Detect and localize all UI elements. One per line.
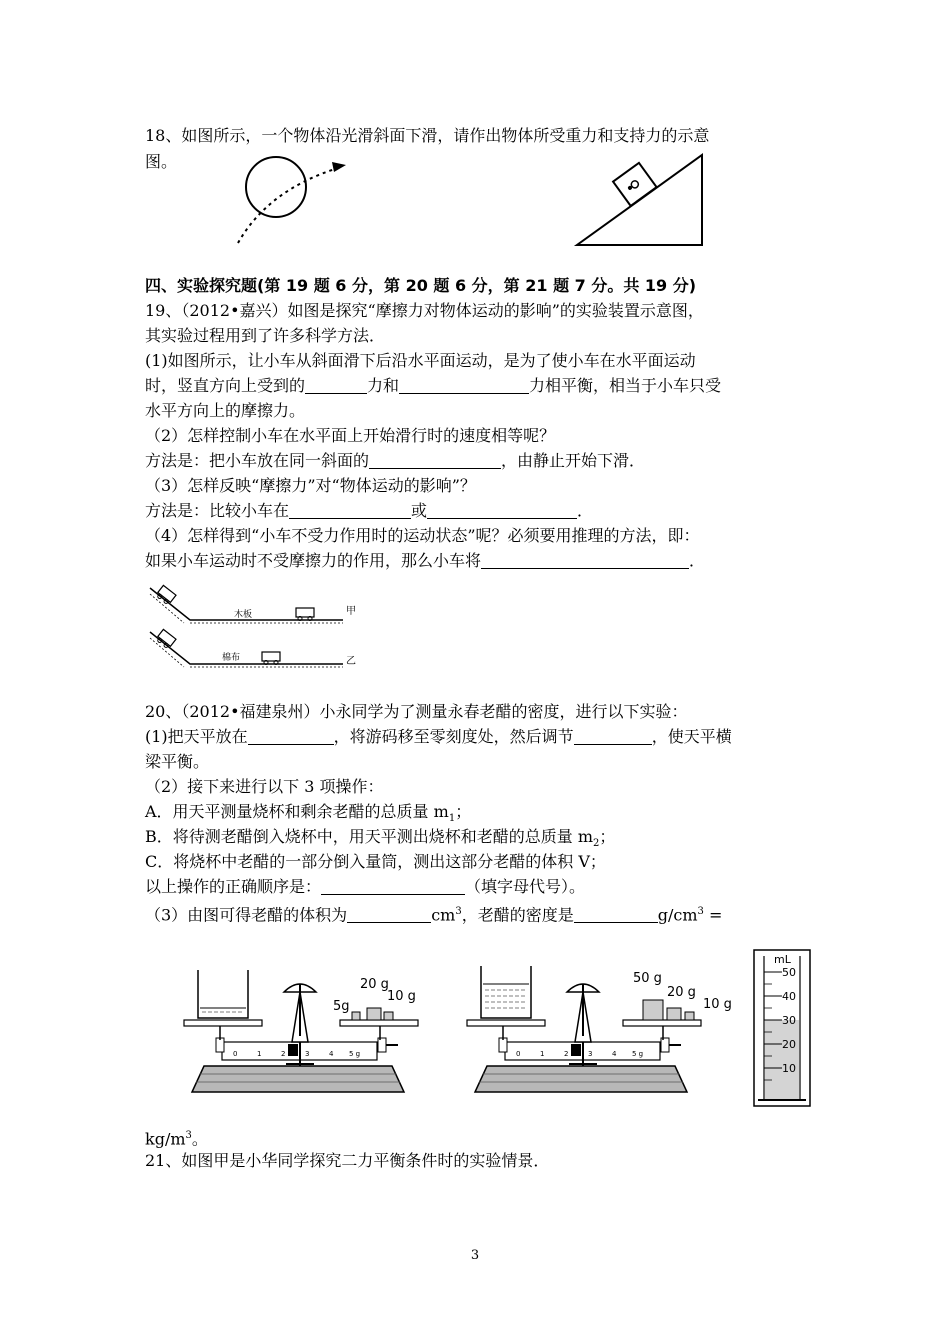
text: ； <box>455 802 472 821</box>
scale-tick-5: 5 g <box>349 1050 361 1058</box>
text: (1)把天平放在 <box>145 727 248 746</box>
answer-blank[interactable] <box>321 876 465 895</box>
incline-figure <box>572 150 712 250</box>
superscript: 3 <box>185 1130 192 1141</box>
scale-tick-1: 1 <box>257 1050 262 1058</box>
scale-tick-5: 5 g <box>632 1050 644 1058</box>
q19-part1-c: 水平方向上的摩擦力。 <box>145 401 306 420</box>
scale-tick-1: 1 <box>540 1050 545 1058</box>
text: （3）由图可得老醋的体积为 <box>145 905 348 925</box>
q20-part1-b: 梁平衡。 <box>145 752 210 771</box>
superscript: 3 <box>455 906 462 917</box>
weight-label-3: 5g <box>333 999 350 1014</box>
text: ，将游码移至零刻度处，然后调节 <box>333 727 574 746</box>
text: 或 <box>411 501 428 520</box>
scale-tick-0: 0 <box>233 1050 238 1058</box>
q19-part3-question: （3）怎样反映“摩擦力”对“物体运动的影响”？ <box>145 476 476 495</box>
page-number: 3 <box>470 1248 480 1263</box>
weight-label-1: 50 g <box>633 971 662 986</box>
q20-order <box>145 875 585 899</box>
weight-label-2: 10 g <box>387 989 416 1004</box>
cotton-label: 棉布 <box>222 653 241 663</box>
scale-tick-2: 2 <box>564 1050 569 1058</box>
answer-blank[interactable] <box>574 904 658 923</box>
q20-intro: 20、（2012•福建泉州）小永同学为了测量永春老醋的密度，进行以下实验： <box>145 702 688 721</box>
weight-label-1: 20 g <box>360 977 389 992</box>
q19-part4-answer <box>145 549 705 573</box>
text: g/cm <box>657 905 698 925</box>
q19-part2-question: （2）怎样控制小车在水平面上开始滑行时的速度相等呢？ <box>145 426 556 445</box>
text: 如果小车运动时不受摩擦力的作用，那么小车将 <box>145 551 482 570</box>
mark-20: 20 <box>782 1038 796 1051</box>
balance-figure-1 <box>182 962 417 1102</box>
scale-tick-4: 4 <box>612 1050 617 1058</box>
q21-line: 21、如图甲是小华同学探究二力平衡条件时的实验情景． <box>145 1151 550 1170</box>
text: cm <box>431 905 456 925</box>
text: 力和 <box>367 376 400 395</box>
scale-tick-2: 2 <box>281 1050 286 1058</box>
text: ． <box>689 551 706 570</box>
wood-label: 木板 <box>234 610 253 620</box>
weight-label-3: 10 g <box>703 997 732 1012</box>
q18-line-2: 图。 <box>145 152 178 171</box>
text: 方法是：比较小车在 <box>145 501 290 520</box>
text: ，由静止开始下滑． <box>501 451 646 470</box>
q20-part2: （2）接下来进行以下 3 项操作： <box>145 777 384 796</box>
text: kg/m <box>145 1129 186 1149</box>
q19-intro-1: 19、（2012•嘉兴）如图是探究“摩擦力对物体运动的影响”的实验装置示意图， <box>145 301 704 320</box>
answer-blank[interactable] <box>399 375 529 394</box>
subscript: 2 <box>593 838 600 850</box>
answer-blank[interactable] <box>347 904 431 923</box>
text: = <box>703 905 723 925</box>
q19-part4-question: （4）怎样得到“小车不受力作用时的运动状态”呢？必须要用推理的方法，即： <box>145 526 700 545</box>
ball-trajectory-figure <box>228 155 358 247</box>
section-title: 四、实验探究题(第 19 题 6 分，第 20 题 6 分，第 21 题 7 分。共 19 分) <box>145 276 697 295</box>
text: B．将待测老醋倒入烧杯中，用天平测出烧杯和老醋的总质量 m <box>145 827 594 846</box>
q19-part1-b <box>145 374 721 398</box>
q18-line-1: 18、如图所示，一个物体沿光滑斜面下滑，请作出物体所受重力和支持力的示意 <box>145 126 710 145</box>
cylinder-unit: mL <box>774 953 791 966</box>
text: ； <box>599 827 616 846</box>
text: A．用天平测量烧杯和剩余老醋的总质量 m <box>145 802 449 821</box>
answer-blank[interactable] <box>369 450 501 469</box>
text: ． <box>577 501 594 520</box>
q19-intro-2: 其实验过程用到了许多科学方法． <box>145 326 386 345</box>
weight-label-2: 20 g <box>667 985 696 1000</box>
text: 方法是：把小车放在同一斜面的 <box>145 451 370 470</box>
text: 力相平衡，相当于小车只受 <box>529 376 722 395</box>
balance-figure-2 <box>465 962 732 1102</box>
text: ，使天平横 <box>651 727 732 746</box>
scale-tick-4: 4 <box>329 1050 334 1058</box>
answer-blank[interactable] <box>481 550 689 569</box>
superscript: 3 <box>697 906 704 917</box>
q20-part3 <box>145 900 722 927</box>
answer-blank[interactable] <box>427 500 577 519</box>
mark-10: 10 <box>782 1062 796 1075</box>
scale-tick-3: 3 <box>588 1050 593 1058</box>
q19-part1-a: (1)如图所示，让小车从斜面滑下后沿水平面运动，是为了使小车在水平面运动 <box>145 351 696 370</box>
q20-unit-line <box>145 1124 208 1151</box>
text: 。 <box>191 1129 208 1149</box>
text: （填字母代号）。 <box>465 877 586 896</box>
text: ，老醋的密度是 <box>461 905 574 925</box>
subscript: 1 <box>448 813 456 825</box>
q20-option-c: C．将烧杯中老醋的一部分倒入量筒，测出这部分老醋的体积 V； <box>145 852 606 871</box>
scale-tick-0: 0 <box>516 1050 521 1058</box>
q19-part3-answer <box>145 499 593 523</box>
text: 以上操作的正确顺序是： <box>145 877 322 896</box>
mark-40: 40 <box>782 990 796 1003</box>
answer-blank[interactable] <box>574 726 652 745</box>
answer-blank[interactable] <box>289 500 411 519</box>
q19-part2-answer <box>145 449 645 473</box>
answer-blank[interactable] <box>248 726 334 745</box>
scale-tick-3: 3 <box>305 1050 310 1058</box>
friction-experiment-figure <box>148 580 368 672</box>
mark-30: 30 <box>782 1014 796 1027</box>
yi-label: 乙 <box>346 656 356 667</box>
mark-50: 50 <box>782 966 796 979</box>
jia-label: 甲 <box>346 606 356 617</box>
q20-part1-a <box>145 725 732 749</box>
text: 时，竖直方向上受到的 <box>145 376 306 395</box>
graduated-cylinder-figure <box>752 948 812 1108</box>
answer-blank[interactable] <box>305 375 367 394</box>
